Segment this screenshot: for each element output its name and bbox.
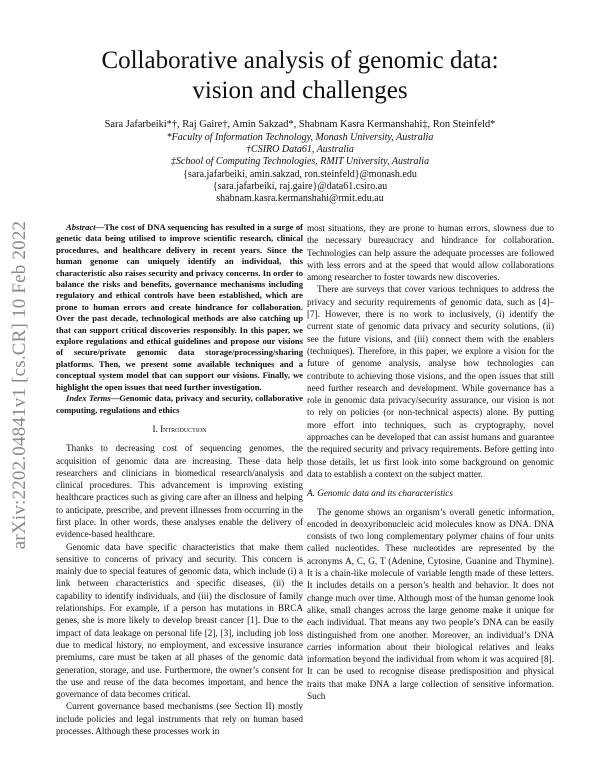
abstract-label: Abstract bbox=[66, 222, 96, 232]
abstract-text: —The cost of DNA sequencing has resulted in a surge of genetic data being utilised to improve scientific research, clinical procedures, and healthcare delivery in recent years. Since the human genome can uniquely identify an individual, this characteristic also raises security and privacy concerns. In order to balance the risks and benefits, governance mechanisms including regulatory and ethical controls have been established, which are prone to human errors and create hindrance for collaboration. Over the past decade, technological methods are also catching up that can support critical discoveries responsibly. In this paper, we explore regulations and ethical guidelines and propose our visions of secure/private genomic data storage/processing/sharing platforms. Then, we present some available techniques and a conceptual system model that can support our visions. Finally, we highlight the open issues that need further investigation. bbox=[56, 222, 303, 392]
right-paragraph-1: most situations, they are prone to human errors, slowness due to the necessary bureaucracy and hindrance for collaboration. Technologies can help assure the adequate processes are followed with less errors and at the speed that would allow collaborations among researcher to foster towards new discoveries. bbox=[307, 223, 554, 283]
paper-title bbox=[60, 46, 540, 106]
right-paragraph-2: There are surveys that cover various techniques to address the privacy and security requirements of genomic data, such as [4]–[7]. However, there is no work to inclusively, (i) identify the current state of genomic data privacy and security solutions, (ii) see the future visions, and (iii) connect them with the enablers (techniques). Therefore, in this paper, we explore a vision for the future of genome analysis, analyse how technologies can contribute to achieving those visions, and the open issues that still need further research and development. While governance has a role in genomic data privacy/security assurance, our vision is not to rely on policies (or non-technical aspects) alone. By putting more effort into techniques, such as cryptography, novel approaches can be developed that can assist humans and guarantee the required security and privacy requirements. Before getting into those details, let us first look into some background on genomic data to establish a context on the subject matter. bbox=[307, 284, 554, 479]
affiliation-2: †CSIRO Data61, Australia bbox=[246, 144, 354, 156]
title-line-1: Collaborative analysis of genomic data: bbox=[101, 47, 499, 74]
arxiv-identifier-sidebar bbox=[6, 200, 34, 570]
email-2: {sara.jafarbeiki, raj.gaire}@data61.csiro.au bbox=[212, 180, 388, 192]
arxiv-identifier: arXiv:2202.04841v1 [cs.CR] 10 Feb 2022 bbox=[9, 220, 30, 550]
affiliation-3: ‡School of Computing Technologies, RMIT University, Australia bbox=[170, 156, 430, 168]
right-column bbox=[307, 222, 554, 702]
index-terms bbox=[56, 393, 303, 416]
index-terms-label: Index Terms bbox=[66, 393, 111, 404]
right-paragraph-3: The genome shows an organism’s overall genetic information, encoded in deoxyribonucleic acid molecules know as DNA. DNA consists of two long complementary polymer chains of four units called nucleotides. These nucleotides are represented by the acronyms A, C, G, T (Adenine, Cytosine, Guanine and Thymine). It is a chain-like molecule of variable length made of these letters. It includes details on a person’s health and behavior. It does not change much over time. Although most of the human genome look alike, small changes across the large genome make it unique for each individual. That means any two people’s DNA can be easily distinguished from one another. Moreover, an individual’s DNA carries information about their biological relatives and leaks information beyond the individual from whom it was acquired [8]. It can be used to recognise disease predisposition and physical traits that make DNA a large collection of sensitive information. Such bbox=[307, 506, 554, 701]
affiliation-1: *Faculty of Information Technology, Monash University, Australia bbox=[166, 132, 434, 143]
intro-paragraph-3: Current governance based mechanisms (see Section II) mostly include policies and legal instruments that rely on human based processes. Although these processes work in bbox=[56, 701, 303, 737]
subsection-heading-genomic-data: A. Genomic data and its characteristics bbox=[307, 488, 453, 499]
abstract bbox=[56, 222, 303, 393]
index-terms-text: —Genomic data, privacy and security, collaborative computing, regulations and ethics bbox=[56, 393, 303, 415]
section-heading-introduction: I. Introduction bbox=[152, 423, 207, 434]
left-column bbox=[56, 222, 303, 737]
email-3: shabnam.kasra.kermanshahi@rmit.edu.au bbox=[216, 193, 384, 205]
author-block bbox=[60, 118, 540, 205]
title-line-2: vision and challenges bbox=[192, 77, 408, 104]
author-names: Sara Jafarbeiki*†, Raj Gaire†, Amin Sakzad*, Shabnam Kasra Kermanshahi‡, Ron Steinfeld* bbox=[104, 119, 496, 130]
intro-paragraph-1: Thanks to decreasing cost of sequencing genomes, the acquisition of genomic data are increasing. These data help researchers and clinicians in biomedical research/analysis and clinical procedures. This advancement is improving existing healthcare practices such as giving care after an illness and helping to anticipate, prescribe, and prevent illnesses from occurring in the first place. In other words, these analyses enable the delivery of evidence-based healthcare. bbox=[56, 443, 303, 540]
intro-paragraph-2: Genomic data have specific characteristics that make them sensitive to concerns of privacy and security. This concern is mainly due to special features of genomic data, which include (i) a link between characteristics and specific diseases, (ii) the capability to identify individuals, and (iii) the disclosure of family relationships. For example, if a person has mutations in BRCA genes, she is more likely to develop breast cancer [1]. Due to the impact of data leakage on personal life [2], [3], including job loss due to medical history, no employment, and excessive insurance premiums, care must be taken at all phases of the genomic data generation, storage, and use. Furthermore, the owner’s consent for the use and reuse of the data becomes important, and hence the governance of data becomes critical. bbox=[56, 541, 303, 700]
email-1: {sara.jafarbeiki, amin.sakzad, ron.steinfeld}@monash.edu bbox=[183, 168, 417, 180]
